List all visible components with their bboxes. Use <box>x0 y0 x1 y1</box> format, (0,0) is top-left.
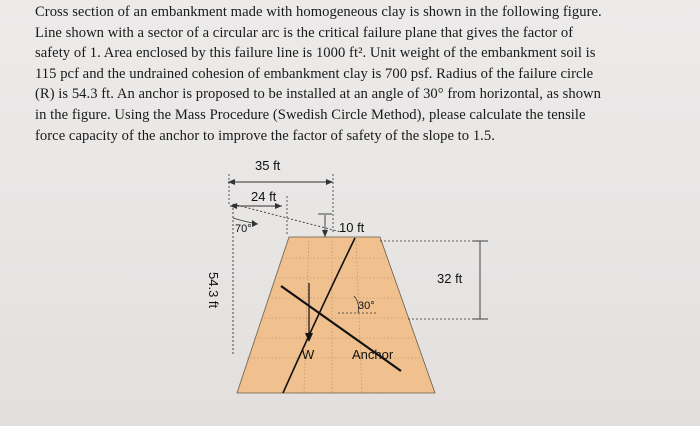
radius-label: 54.3 ft <box>206 272 221 309</box>
dim-32-label: 32 ft <box>437 271 463 286</box>
embankment-cross-section <box>237 237 435 393</box>
anchor-label: Anchor <box>352 347 394 362</box>
problem-line: (R) is 54.3 ft. An anchor is proposed to be installed at an angle of 30° from horizontal, as shown <box>35 86 601 103</box>
dim-35-label: 35 ft <box>255 158 281 173</box>
problem-line: 115 pcf and the undrained cohesion of embankment clay is 700 psf. Radius of the failure circle <box>35 65 594 82</box>
angle-30-label: 30° <box>358 300 375 312</box>
problem-line: force capacity of the anchor to improve the factor of safety of the slope to 1.5. <box>35 127 495 144</box>
dim-24-label: 24 ft <box>251 189 277 204</box>
problem-line: Line shown with a sector of a circular arc is the critical failure plane that gives the factor of <box>35 24 574 41</box>
angle-70-arrow <box>252 220 258 227</box>
dim-10-label: 10 ft <box>339 220 365 235</box>
problem-line: safety of 1. Area enclosed by this failure line is 1000 ft². Unit weight of the embankment soil is <box>35 45 596 62</box>
dim-10-arrow-down <box>322 230 328 237</box>
weight-label: W <box>302 347 315 362</box>
problem-line: in the figure. Using the Mass Procedure (Swedish Circle Method), please calculate the tensile <box>35 106 586 123</box>
problem-line: Cross section of an embankment made with homogeneous clay is shown in the following figure. <box>35 4 602 20</box>
dim-35-arrow-right <box>326 179 333 185</box>
angle-70-label: 70° <box>235 223 252 235</box>
